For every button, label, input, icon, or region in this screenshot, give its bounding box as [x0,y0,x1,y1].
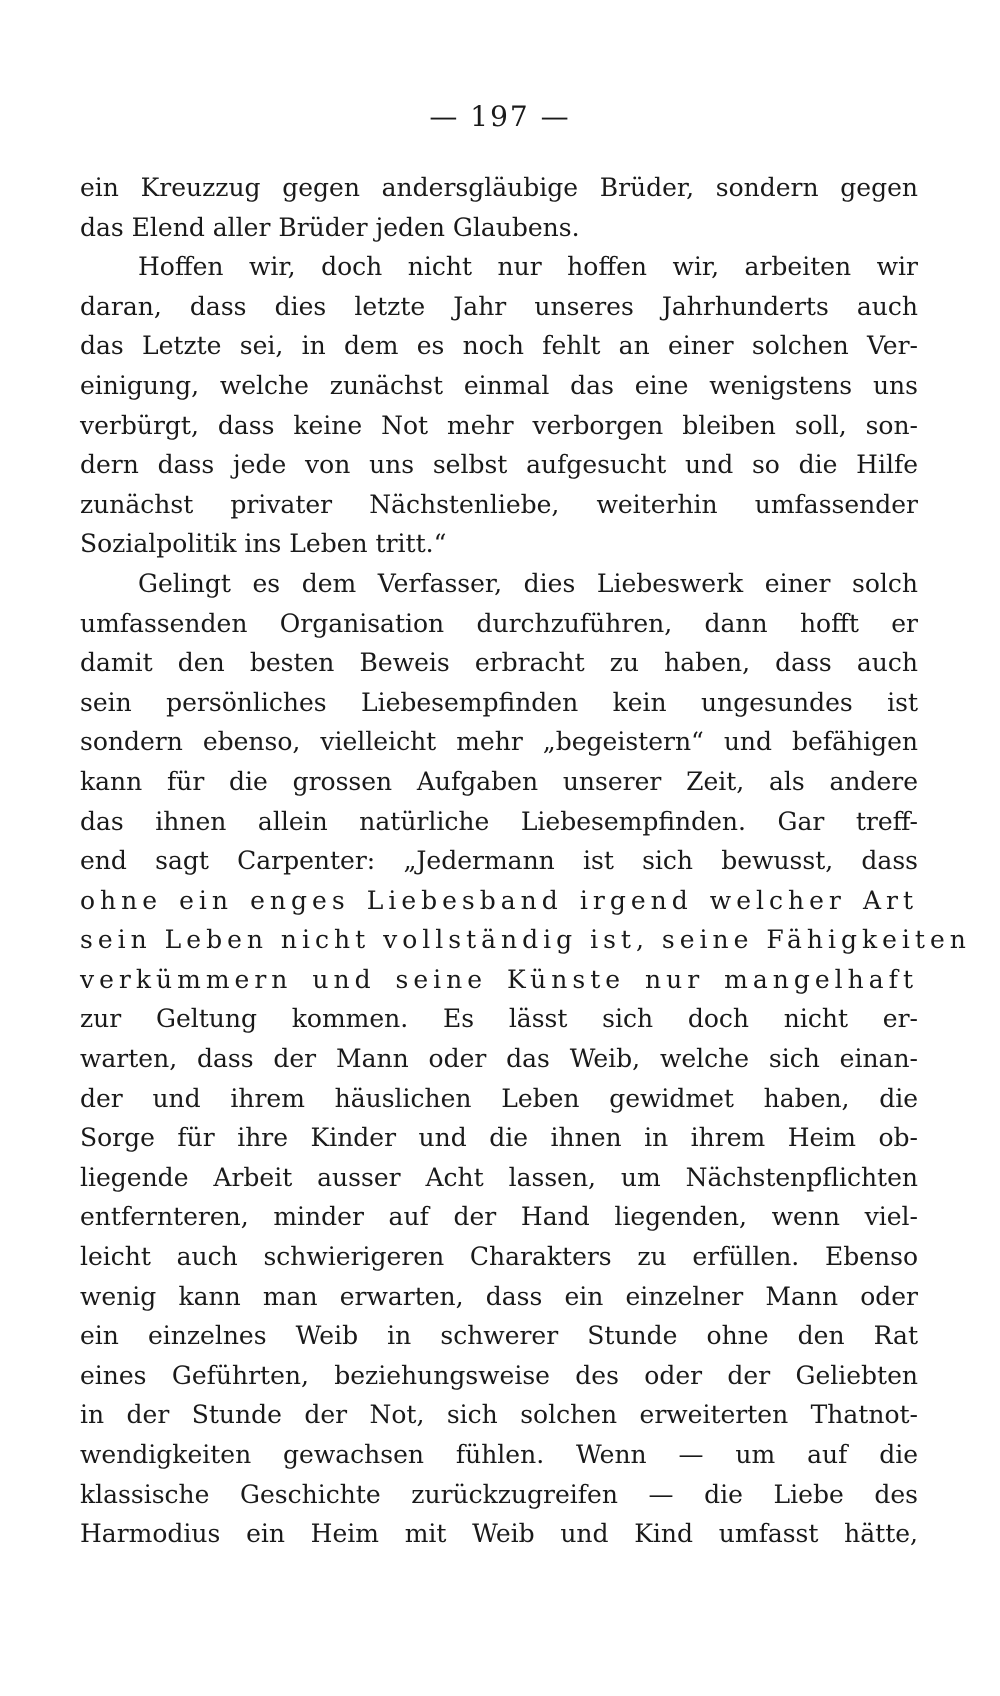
text-line: sein Leben nicht vollständig ist, seine Fähigkeiten [80,925,971,955]
text-line: end sagt Carpenter: „Jedermann ist sich bewusst, dass [80,846,918,876]
text-line: liegende Arbeit ausser Acht lassen, um Nächstenpflichten [80,1162,918,1192]
text-line: sein persönliches Liebesempfinden kein ungesundes ist [80,687,918,717]
text-line: sondern ebenso, vielleicht mehr „begeistern“ und befähigen [80,727,918,757]
text-line: Sorge für ihre Kinder und die ihnen in ihrem Heim ob- [80,1123,918,1153]
text-line: Hoffen wir, doch nicht nur hoffen wir, arbeiten wir [138,252,918,282]
text-line: entfernteren, minder auf der Hand liegenden, wenn viel- [80,1202,918,1232]
text-line: eines Geführten, beziehungsweise des oder der Geliebten [80,1360,918,1390]
text-line: dern dass jede von uns selbst aufgesucht und so die Hilfe [80,450,918,480]
text-line: Gelingt es dem Verfasser, dies Liebeswerk einer solch [138,568,918,598]
text-line: leicht auch schwierigeren Charakters zu erfüllen. Ebenso [80,1242,918,1272]
text-line: umfassenden Organisation durchzuführen, dann hofft er [80,608,918,638]
text-line: ein einzelnes Weib in schwerer Stunde ohne den Rat [80,1321,918,1351]
text-line: zunächst privater Nächstenliebe, weiterhin umfassender [80,489,918,519]
text-line: das ihnen allein natürliche Liebesempfinden. Gar treff- [80,806,918,836]
text-line: kann für die grossen Aufgaben unserer Zeit, als andere [80,766,918,796]
text-line: zur Geltung kommen. Es lässt sich doch nicht er- [80,1004,918,1034]
text-line: warten, dass der Mann oder das Weib, welche sich einan- [80,1044,918,1074]
text-line: verbürgt, dass keine Not mehr verborgen bleiben soll, son- [80,410,918,440]
text-line: wendigkeiten gewachsen fühlen. Wenn — um auf die [80,1440,918,1469]
text-line: ohne ein enges Liebesband irgend welcher Art [80,885,918,915]
text-line: das Elend aller Brüder jeden Glaubens. [80,212,580,242]
body-text [80,168,971,1554]
text-line: daran, dass dies letzte Jahr unseres Jahrhunderts auch [80,291,918,321]
text-line: damit den besten Beweis erbracht zu haben, dass auch [80,648,918,678]
text-line: verkümmern und seine Künste nur mangelhaft [80,964,918,994]
text-line: in der Stunde der Not, sich solchen erweiterten Thatnot- [80,1400,918,1430]
text-line: Harmodius ein Heim mit Weib und Kind umfasst hätte, [80,1519,918,1549]
text-line: das Letzte sei, in dem es noch fehlt an einer solchen Ver- [80,331,918,361]
text-line: wenig kann man erwarten, dass ein einzelner Mann oder [80,1281,918,1311]
text-line: Sozialpolitik ins Leben tritt.“ [80,529,447,559]
page-number: — 197 — [429,100,571,133]
text-line: der und ihrem häuslichen Leben gewidmet haben, die [80,1083,918,1113]
text-line: einigung, welche zunächst einmal das eine wenigstens uns [80,370,918,400]
text-line: ein Kreuzzug gegen andersgläubige Brüder, sondern gegen [80,173,918,202]
text-line: klassische Geschichte zurückzugreifen — die Liebe des [80,1479,918,1509]
